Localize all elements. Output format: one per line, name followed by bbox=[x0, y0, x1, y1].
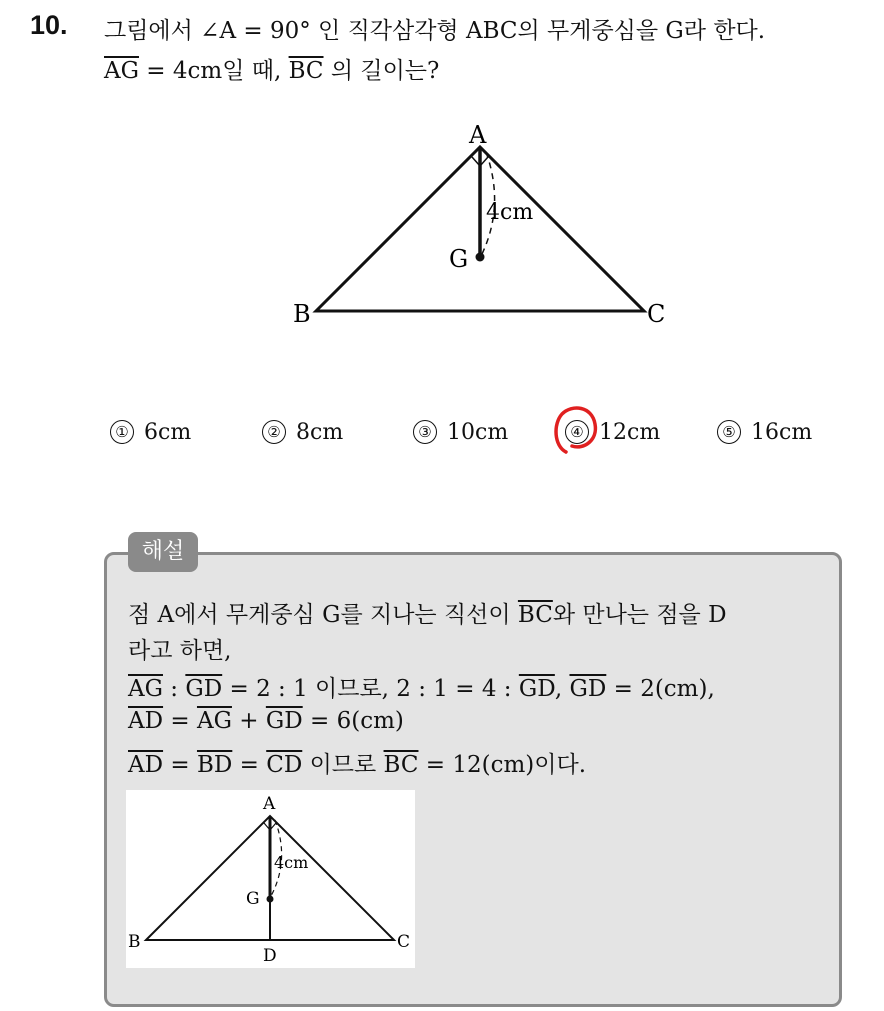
label-b: B bbox=[128, 932, 141, 952]
choice-3[interactable] bbox=[413, 420, 508, 445]
solution-line-3 bbox=[128, 670, 715, 703]
segment-bc: $\overline{BC}$ bbox=[288, 58, 324, 84]
label-a: A bbox=[263, 794, 276, 814]
solution-text: 점 A에서 무게중심 G를 지나는 직선이 bbox=[128, 602, 518, 628]
math-text: 이므로 bbox=[302, 752, 384, 778]
point-g bbox=[476, 253, 485, 262]
choice-number: ③ bbox=[413, 420, 437, 444]
solution-text: 와 만나는 점을 D bbox=[552, 602, 727, 628]
solution-line-2: 라고 하면, bbox=[128, 638, 232, 664]
choice-1[interactable] bbox=[110, 420, 191, 445]
choice-number: ⑤ bbox=[717, 420, 741, 444]
question-number: 10. bbox=[30, 10, 68, 40]
choice-number: ④ bbox=[565, 420, 589, 444]
segment-ag: $\overline{AG}$ bbox=[104, 58, 139, 84]
choice-text: 10cm bbox=[447, 420, 509, 445]
math-text: = 12(cm)이다. bbox=[418, 752, 587, 778]
label-length: 4cm bbox=[486, 200, 534, 225]
math-text: = bbox=[163, 752, 197, 778]
segment: $\overline{AD}$ bbox=[128, 752, 164, 778]
point-g bbox=[267, 896, 274, 903]
solution-line-4 bbox=[128, 708, 404, 734]
label-d: D bbox=[263, 946, 277, 966]
question-text-end: 의 길이는? bbox=[323, 58, 440, 84]
segment: $\overline{GD}$ bbox=[569, 676, 607, 702]
choice-number: ① bbox=[110, 420, 134, 444]
math-text: = 2 : 1 이므로, 2 : 1 = 4 : bbox=[222, 676, 519, 702]
choice-text: 6cm bbox=[144, 420, 192, 445]
triangle-figure bbox=[0, 0, 884, 400]
math-text: = 2(cm), bbox=[606, 676, 715, 702]
choice-text: 8cm bbox=[296, 420, 344, 445]
solution-line-5 bbox=[128, 746, 586, 779]
math-text: : bbox=[162, 676, 186, 702]
math-text: = bbox=[232, 752, 267, 778]
segment: $\overline{AG}$ bbox=[196, 708, 232, 734]
choice-text: 16cm bbox=[751, 420, 813, 445]
segment: $\overline{GD}$ bbox=[265, 708, 303, 734]
label-length: 4cm bbox=[274, 853, 309, 872]
segment: $\overline{GD}$ bbox=[518, 676, 555, 702]
segment: $\overline{CD}$ bbox=[266, 752, 303, 778]
math-text: = 6(cm) bbox=[302, 708, 404, 734]
solution-tag: 해설 bbox=[128, 532, 198, 572]
red-circle-stroke bbox=[556, 408, 595, 452]
segment: $\overline{AG}$ bbox=[128, 676, 163, 702]
label-c: C bbox=[397, 932, 411, 952]
question-line-1: 그림에서 ∠A = 90° 인 직각삼각형 ABC의 무게중심을 G라 한다. bbox=[104, 18, 766, 44]
choice-2[interactable] bbox=[262, 420, 343, 445]
label-g: G bbox=[246, 889, 260, 909]
solution-line-1 bbox=[128, 596, 727, 629]
segment: $\overline{GD}$ bbox=[185, 676, 223, 702]
segment: $\overline{AD}$ bbox=[128, 708, 164, 734]
segment: $\overline{BC}$ bbox=[383, 752, 419, 778]
segment-bc: $\overline{BC}$ bbox=[517, 602, 553, 628]
choice-5[interactable] bbox=[717, 420, 812, 445]
solution-figure bbox=[126, 790, 415, 968]
label-c: C bbox=[647, 300, 666, 328]
label-b: B bbox=[293, 300, 311, 328]
choice-text: 12cm bbox=[599, 420, 661, 445]
label-a: A bbox=[469, 121, 487, 149]
segment: $\overline{BD}$ bbox=[196, 752, 233, 778]
math-text: , bbox=[554, 676, 570, 702]
math-text: + bbox=[231, 708, 266, 734]
solution-triangle-svg bbox=[126, 790, 415, 968]
math-text: = bbox=[163, 708, 197, 734]
label-g: G bbox=[449, 245, 469, 273]
choice-number: ② bbox=[262, 420, 286, 444]
question-text: = 4cm일 때, bbox=[138, 58, 289, 84]
answer-circle-mark bbox=[550, 402, 602, 458]
